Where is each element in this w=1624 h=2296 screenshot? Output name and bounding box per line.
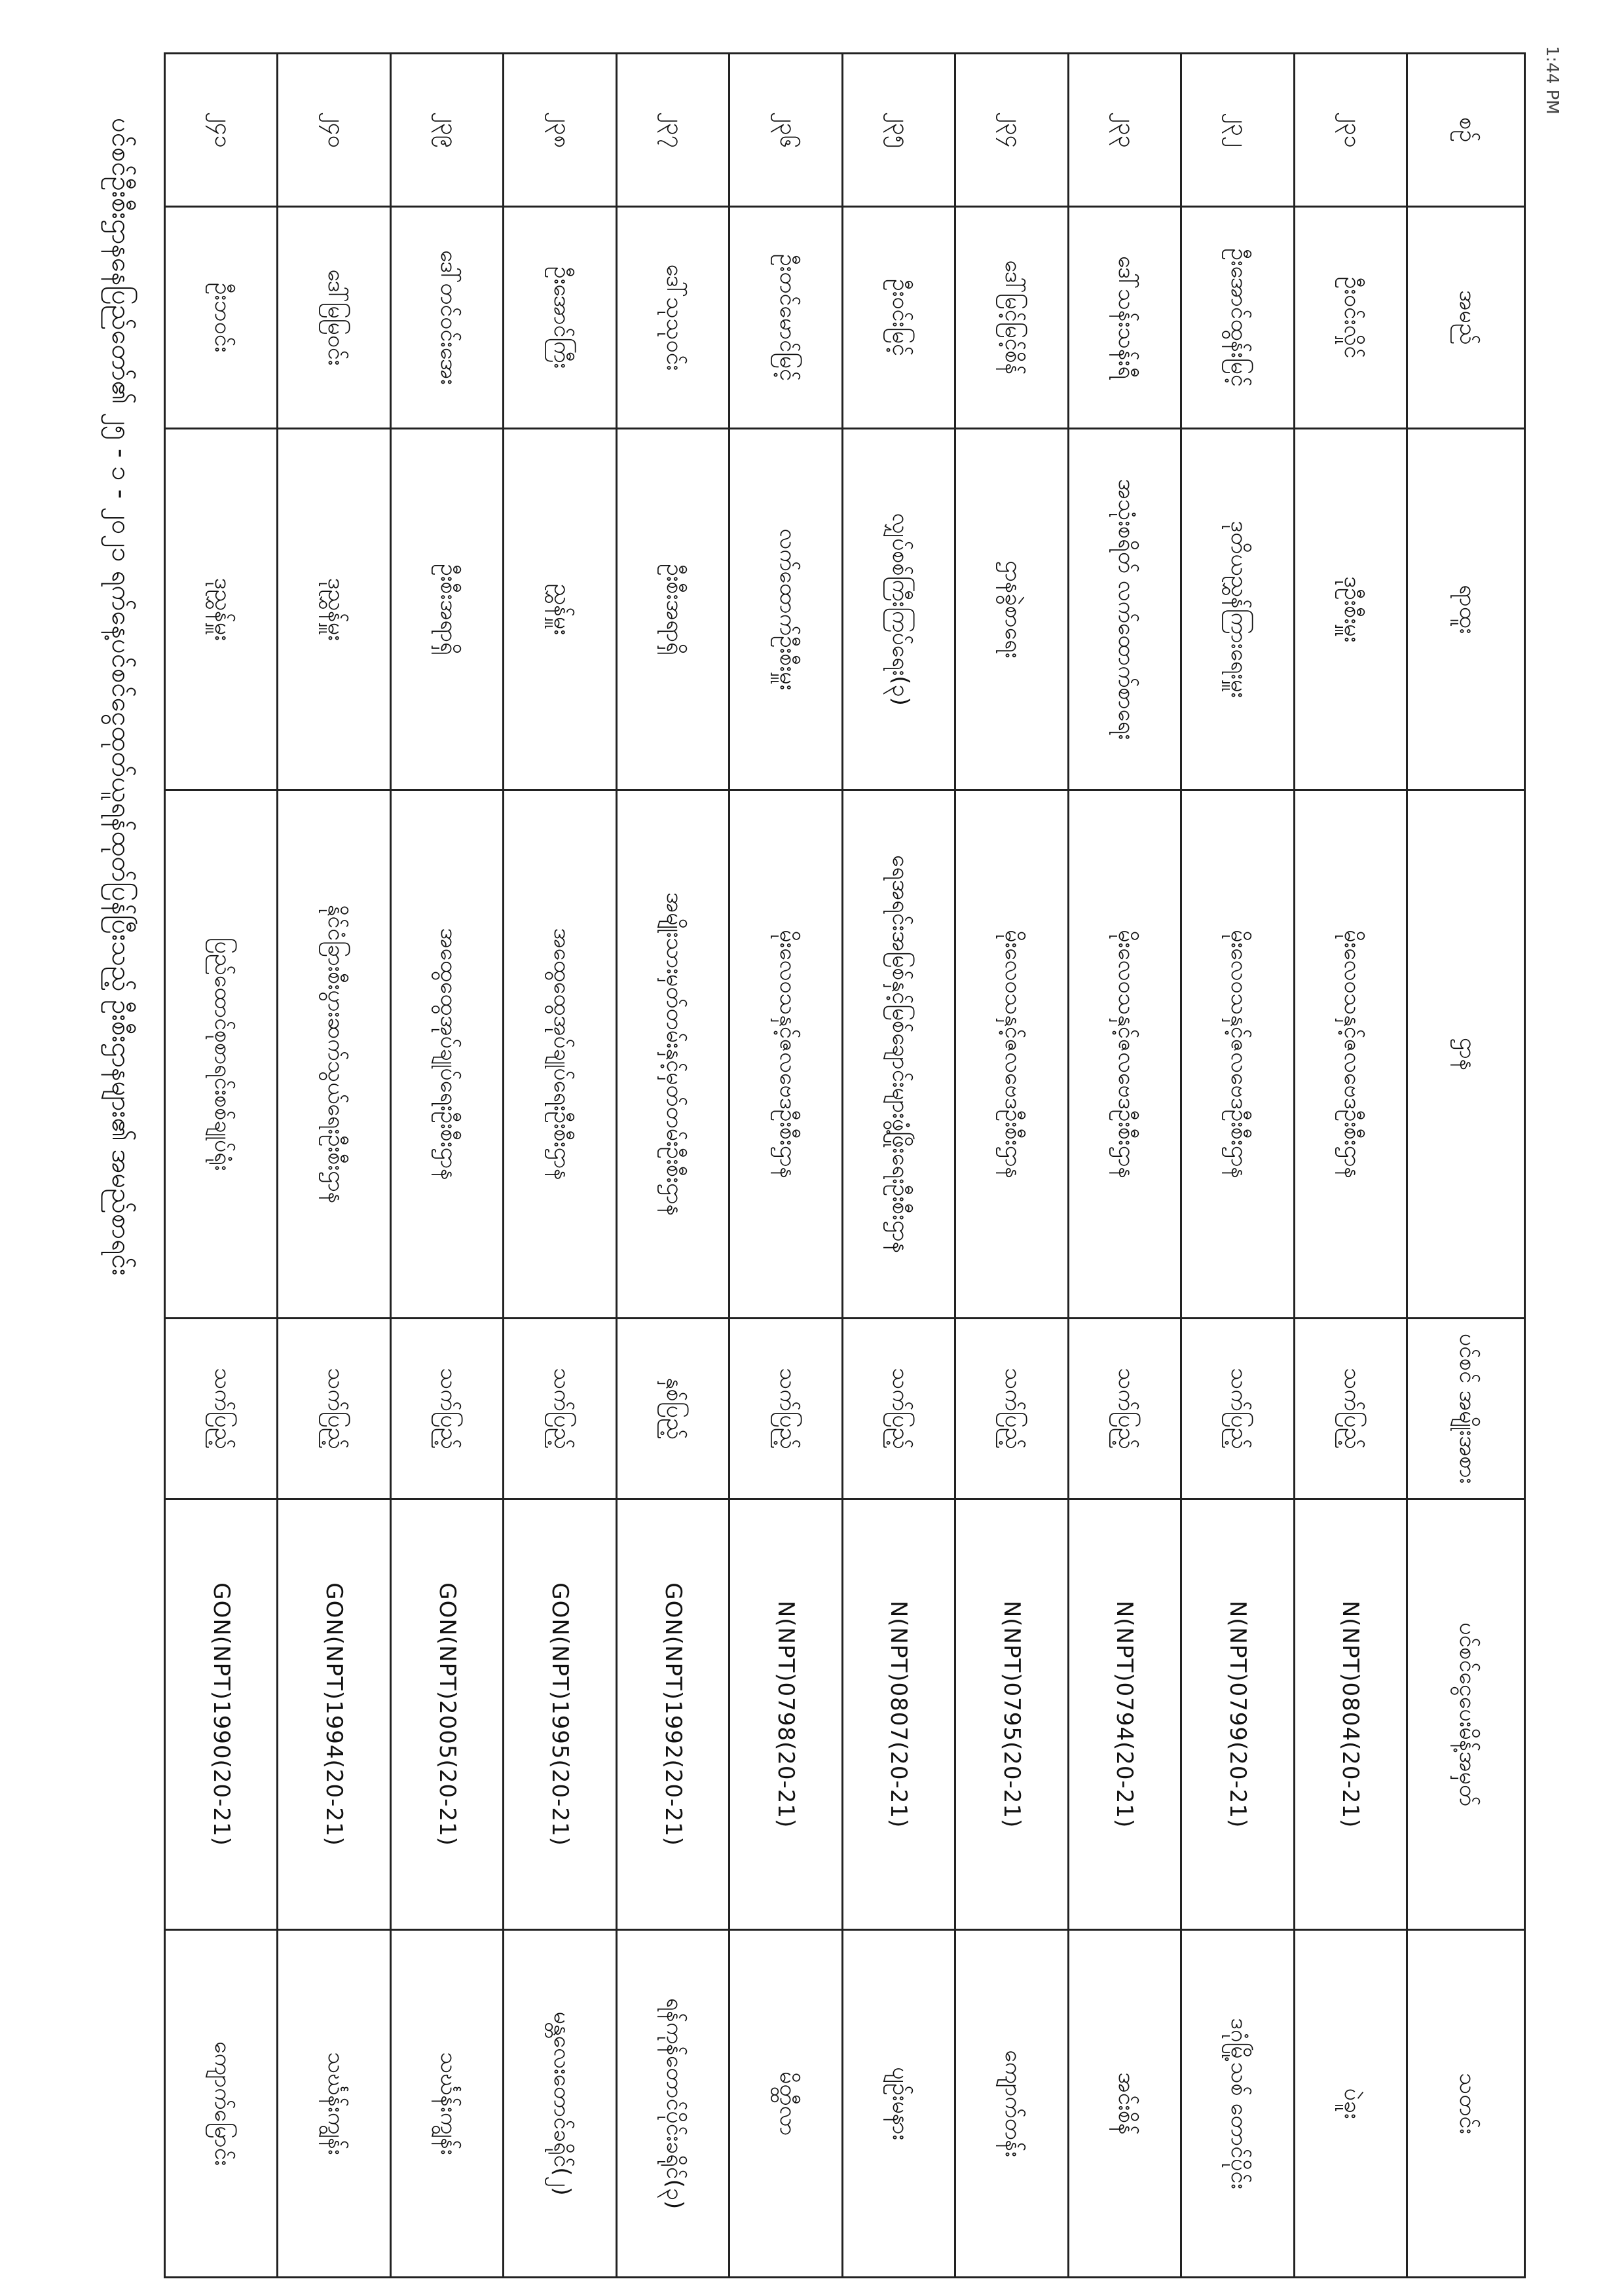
cell-township: အင်းစိန် [1068,1930,1181,2278]
cell-department: နိုင်ငံခြားစီးပွားဆက်သွယ်ရေးဦးစီးဌာန [278,790,390,1319]
cell-name: ဒေါ်မြင့်မြင့်စိန် [955,206,1068,429]
table-row [504,54,616,2278]
cell-name: ဒေါ်သန်းသန်းရီ [1068,206,1181,429]
cell-department: အထွေထွေအုပ်ချုပ်ရေးဦးစီးဌာန [504,790,616,1319]
cell-name: ဦးအောင်ထွန်းမြင့် [1181,206,1294,429]
cell-sno: ၂၃၈ [504,54,616,207]
cell-sno: ၂၃၄ [955,54,1068,207]
cell-name: ဦးအောင်ကြီး [504,206,616,429]
cell-permit-no: GON(NPT)1994(20-21) [278,1499,390,1930]
cell-department: အမျိုးသားမှတ်တမ်းနှင့်မှတ်တမ်းဦးစီးဌာန [616,790,729,1319]
print-timestamp: 1:44 PM [1542,46,1562,115]
cell-department: ပြည်ထောင်စုစာရင်းစစ်ချုပ်ရုံး [165,790,278,1319]
cell-position: အသုံးစရိတ် လက်ထောက်စာရေး [1068,429,1181,790]
cell-pension-type: သက်ပြည့် [1294,1319,1407,1499]
cell-name: ဒေါ်သုသုဝင်း [616,206,729,429]
table-row [390,54,503,2278]
cell-pension-type: သက်ပြည့် [165,1319,278,1499]
cell-position: ဦးစီးအရာရှိ [616,429,729,790]
cell-sno: ၂၃၇ [616,54,729,207]
document-title: ပင်စင်ဦးစီးဌာနနေပြည်တော်၏ ၂၅ - ၁ - ၂၀၂၁ ရက်နေ့ပင်စင်ငွေထုတ်ယူရန်ထုတ်ပြန်ပြီးသည့် ဦးစီးဌာနများ၏ အမည်စာရင်း [106,118,136,1276]
header-position: ရာထူး [1407,429,1525,790]
cell-sno: ၂၃၃ [1068,54,1181,207]
cell-permit-no: N(NPT)0795(20-21) [955,1499,1068,1930]
table-row [278,54,390,2278]
cell-township: ဒဂုံမြို့သစ် တောင်ပိုင်း [1181,1930,1294,2278]
cell-department: မိုးလေဝသနှင့်ဇလဗေဒဦးစီးဌာန [1068,790,1181,1319]
cell-sno: ၂၃၆ [729,54,842,207]
cell-pension-type: သက်ပြည့် [729,1319,842,1499]
header-township: သတင်း [1407,1930,1525,2278]
cell-department: မိုးလေဝသနှင့်ဇလဗေဒဦးစီးဌာန [1294,790,1407,1319]
cell-sno: ၂၄၀ [278,54,390,207]
cell-permit-no: GON(NPT)1992(20-21) [616,1499,729,1930]
cell-permit-no: N(NPT)0804(20-21) [1294,1499,1407,1930]
cell-department: မိုးလေဝသနှင့်ဇလဗေဒဦးစီးဌာန [1181,790,1294,1319]
table-row [842,54,955,2278]
cell-township: မန္တလေးတောင်ခရိုင်(၂) [504,1930,616,2278]
cell-permit-no: GON(NPT)1990(20-21) [165,1499,278,1930]
cell-township: ပဲခူး [1294,1930,1407,2278]
header-pension-type: ပင်စင် အမျိုးအစား [1407,1319,1525,1499]
table-row [729,54,842,2278]
cell-permit-no: N(NPT)0798(20-21) [729,1499,842,1930]
cell-sno: ၂၃၁ [1294,54,1407,207]
cell-department: မိုးလေဝသနှင့်ဇလဗေဒဦးစီးဌာန [729,790,842,1319]
pension-register-table [164,52,1526,2278]
cell-permit-no: N(NPT)0807(20-21) [842,1499,955,1930]
cell-pension-type: သက်ပြည့် [1181,1319,1294,1499]
cell-name: ဦးဝင်းလှိုင် [1294,206,1407,429]
cell-township: ကျောက်မြောင်း [165,1930,278,2278]
cell-sno: ၂၄၁ [165,54,278,207]
cell-name: ဦးဝင်းမြင့် [842,206,955,429]
cell-position: ညွှန်မှူး [504,429,616,790]
cell-name: ဦးဘဝင်း [165,206,278,429]
table-row [165,54,278,2278]
cell-department: အထွေထွေအုပ်ချုပ်ရေးဦးစီးဌာန [390,790,503,1319]
cell-township: သင်္ဃန်းကျွန်း [390,1930,503,2278]
cell-name: ဦးတင်မောင်မြင့် [729,206,842,429]
table-row [955,54,1068,2278]
cell-pension-type: သက်ပြည့် [504,1319,616,1499]
header-permit-no: ပင်စင်ငွေပေးမိန့်အမှတ် [1407,1499,1525,1930]
header-department: ဌာန [1407,790,1525,1319]
cell-permit-no: N(NPT)0799(20-21) [1181,1499,1294,1930]
table-row [1068,54,1181,2278]
cell-pension-type: သက်ပြည့် [278,1319,390,1499]
cell-name: ဒေါ်မြမြဝင်း [278,206,390,429]
cell-pension-type: နှစ်ပြည့် [616,1319,729,1499]
cell-pension-type: သက်ပြည့် [955,1319,1068,1499]
cell-position: လက်ထောက်ဦးစီးမှူး [729,429,842,790]
cell-position: ဒုညွှန်မှူး [165,429,278,790]
table-row [616,54,729,2278]
table-row [1294,54,1407,2278]
cell-position: ဒုတိယညွှန်ကြားရေးမှူး [1181,429,1294,790]
cell-position: ဌာနခွဲစာရေး [955,429,1068,790]
cell-permit-no: GON(NPT)1995(20-21) [504,1499,616,1930]
cell-sno: ၂၃၉ [390,54,503,207]
cell-position: ဒုညွှန်မှူး [278,429,390,790]
cell-pension-type: သက်ပြည့် [390,1319,503,1499]
cell-department: ရေအရင်းအမြစ်နှင့်မြစ်ချောင်းများဖွံ့ဖြိုးရေးဦးစီးဌာန [842,790,955,1319]
cell-township: ကျောက်တန်း [955,1930,1068,2278]
table-header-row [1407,54,1525,2278]
cell-sno: ၂၃၅ [842,54,955,207]
cell-sno: ၂၃၂ [1181,54,1294,207]
cell-township: သင်္ဃန်းကျွန်း [278,1930,390,2278]
cell-position: လျှပ်စစ်ကြီးကြပ်ရေး(၃) [842,429,955,790]
cell-position: ဒုဦးစီးမှူး [1294,429,1407,790]
cell-pension-type: သက်ပြည့် [1068,1319,1181,1499]
cell-department: မိုးလေဝသနှင့်ဇလဗေဒဦးစီးဌာန [955,790,1068,1319]
cell-township: ပျဉ်းမနား [842,1930,955,2278]
table-row [1181,54,1294,2278]
header-name: အမည် [1407,206,1525,429]
header-sno: စဉ် [1407,54,1525,207]
cell-permit-no: N(NPT)0794(20-21) [1068,1499,1181,1930]
cell-pension-type: သက်ပြည့် [842,1319,955,1499]
cell-township: မိတ္ထီလာ [729,1930,842,2278]
cell-name: ဒေါ်တင်ဝင်းအေး [390,206,503,429]
cell-position: ဦးစီးအရာရှိ [390,429,503,790]
cell-township: ရန်ကုန်တောင်ပိုင်းခရိုင်(၃) [616,1930,729,2278]
cell-permit-no: GON(NPT)2005(20-21) [390,1499,503,1930]
